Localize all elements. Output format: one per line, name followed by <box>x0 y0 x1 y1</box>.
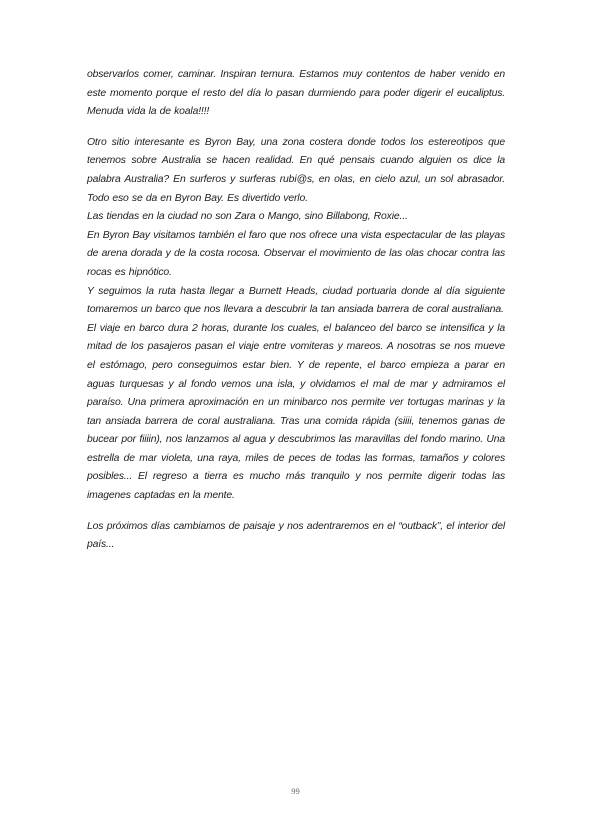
body-text <box>87 66 505 555</box>
paragraph-outback: Los próximos días cambiamos de paisaje y nos adentraremos en el “outback”, el interior del país... <box>87 520 505 551</box>
paragraph-byron-bay: Otro sitio interesante es Byron Bay, una zona costera donde todos los estereotipos que tenemos sobre Australia se hacen realidad. En qué pensais cuando alguien os dice la palabra Australia? En surferos y surferas rubi@s, en olas, en cielo azul, un sol abrasador. Todo eso se da en Byron Bay. Es divertido verlo. <box>87 136 505 204</box>
paragraph-burnett-heads: Y seguimos la ruta hasta llegar a Burnett Heads, ciudad portuaria donde al día siguiente tomaremos un barco que nos llevara a descubrir la tan ansiada barrera de coral australiana. <box>87 285 505 316</box>
paragraph-shops: Las tiendas en la ciudad no son Zara o Mango, sino Billabong, Roxie... <box>87 211 408 223</box>
paragraph-koala: observarlos comer, caminar. Inspiran ternura. Estamos muy contentos de haber venido en este momento porque el resto del día lo pasan durmiendo para poder digerir el eucaliptus. Menuda vida la de koala!!!! <box>87 69 505 118</box>
paragraph-spacer <box>87 122 505 134</box>
page-number: 99 <box>291 786 300 796</box>
paragraph-lighthouse: En Byron Bay visitamos también el faro que nos ofrece una vista espectacular de las playas de arena dorada y de la costa rocosa. Observar el movimiento de las olas chocar contra las rocas es hipnótico. <box>87 229 505 278</box>
paragraph-spacer <box>87 506 505 518</box>
paragraph-boat-trip: El viaje en barco dura 2 horas, durante los cuales, el balanceo del barco se intensifica y la mitad de los pasajeros pasan el viaje entre vomiteras y mareos. A nosotras se nos mueve el estómago, pero conseguimos estar bien. Y de repente, el barco empieza a parar en aguas turquesas y al fondo vemos una isla, y olvidamos el mal de mar y admiramos el paraíso. Una primera aproximación en un minibarco nos permite ver tortugas marinas y la tan ansiada barrera de coral australiana. Tras una comida rápida (siiii, tenemos ganas de bucear por fiiiin), nos lanzamos al agua y descubrimos las maravillas del fondo marino. Una estrella de mar violeta, una raya, miles de peces de todas las formas, tamaños y colores posibles... El regreso a tierra es mucho más tranquilo y nos permite digerir todas las imagenes captadas en la mente. <box>87 322 505 502</box>
